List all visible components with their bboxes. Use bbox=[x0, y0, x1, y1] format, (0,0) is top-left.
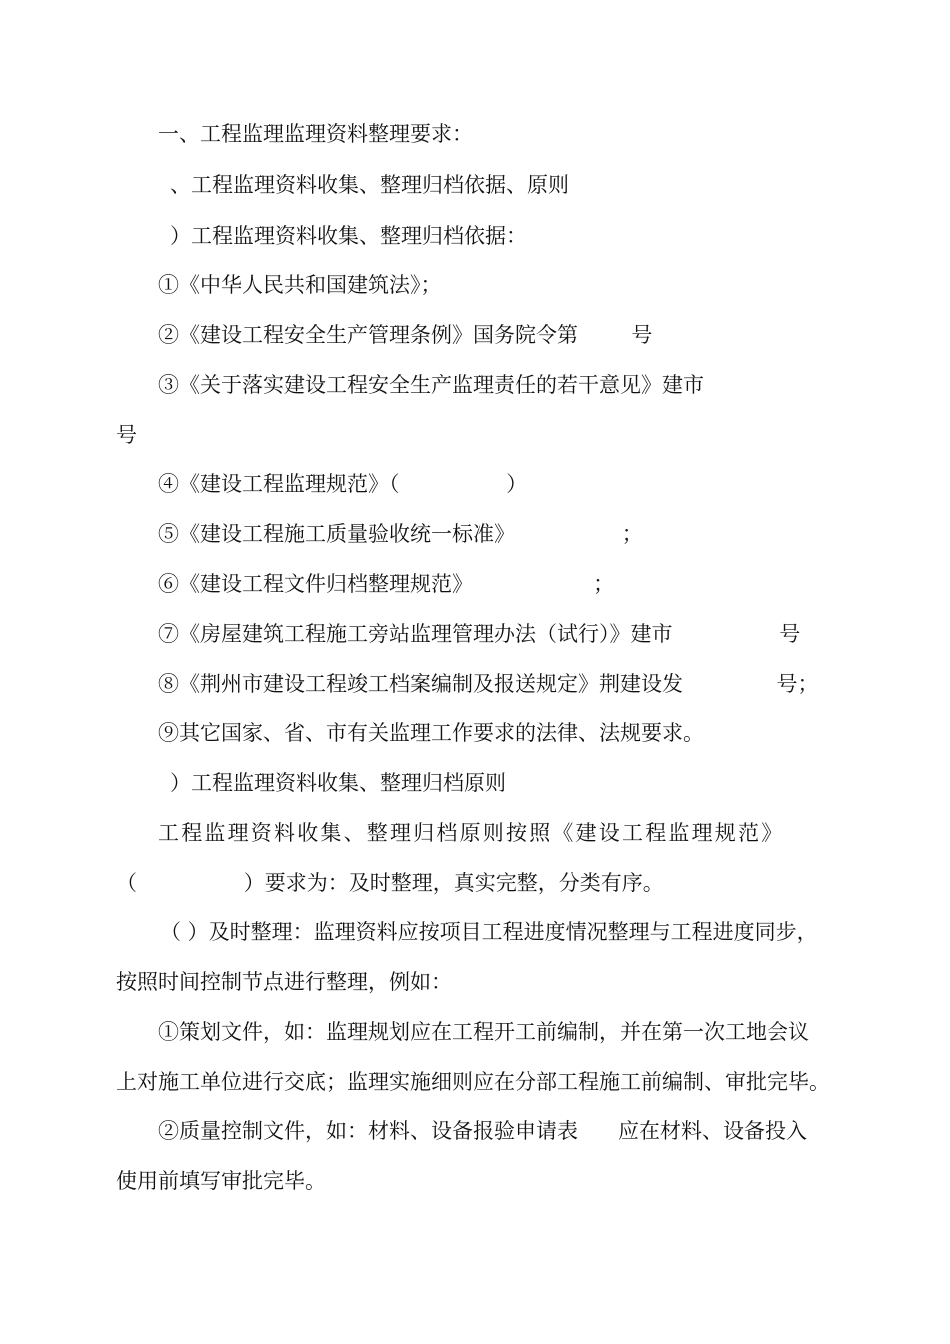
basis-item-6: ⑥《建设工程文件归档整理规范》 ； bbox=[158, 572, 615, 596]
principle-paragraph-line-2: （ ）要求为：及时整理，真实完整，分类有序。 bbox=[116, 871, 664, 895]
basis-item-7: ⑦《房屋建筑工程施工旁站监理管理办法（试行）》建市 号 bbox=[158, 622, 801, 646]
basis-heading: ）工程监理资料收集、整理归档依据： bbox=[170, 224, 527, 248]
principle-heading: ）工程监理资料收集、整理归档原则 bbox=[170, 771, 506, 795]
planning-paragraph-line-1: ①策划文件，如：监理规划应在工程开工前编制，并在第一次工地会议 bbox=[158, 1020, 809, 1044]
basis-item-3-continued: 号 bbox=[116, 423, 137, 447]
basis-item-1: ①《中华人民共和国建筑法》； bbox=[158, 273, 442, 297]
basis-item-4: ④《建设工程监理规范》（ ） bbox=[158, 472, 528, 496]
basis-item-2: ②《建设工程安全生产管理条例》国务院令第 号 bbox=[158, 323, 653, 347]
basis-item-8: ⑧《荆州市建设工程竣工档案编制及报送规定》荆建设发 号； bbox=[158, 672, 819, 696]
basis-item-3: ③《关于落实建设工程安全生产监理责任的若干意见》建市 bbox=[158, 373, 704, 397]
timely-paragraph-line-1: （ ）及时整理：监理资料应按项目工程进度情况整理与工程进度同步， bbox=[160, 920, 818, 944]
principle-paragraph-line-1: 工程监理资料收集、整理归档原则按照《建设工程监理规范》 bbox=[158, 821, 785, 845]
quality-paragraph-line-1: ②质量控制文件，如：材料、设备报验申请表 应在材料、设备投入 bbox=[158, 1119, 808, 1143]
basis-item-9: ⑨其它国家、省、市有关监理工作要求的法律、法规要求。 bbox=[158, 721, 704, 745]
timely-paragraph-line-2: 按照时间控制节点进行整理，例如： bbox=[116, 970, 452, 994]
subsection-heading: 、工程监理资料收集、整理归档依据、原则 bbox=[170, 173, 569, 197]
section-heading: 一、工程监理监理资料整理要求： bbox=[158, 122, 473, 146]
quality-paragraph-line-2: 使用前填写审批完毕。 bbox=[116, 1169, 326, 1193]
planning-paragraph-line-2: 上对施工单位进行交底；监理实施细则应在分部工程施工前编制、审批完毕。 bbox=[116, 1070, 830, 1094]
basis-item-5: ⑤《建设工程施工质量验收统一标准》 ； bbox=[158, 522, 643, 546]
